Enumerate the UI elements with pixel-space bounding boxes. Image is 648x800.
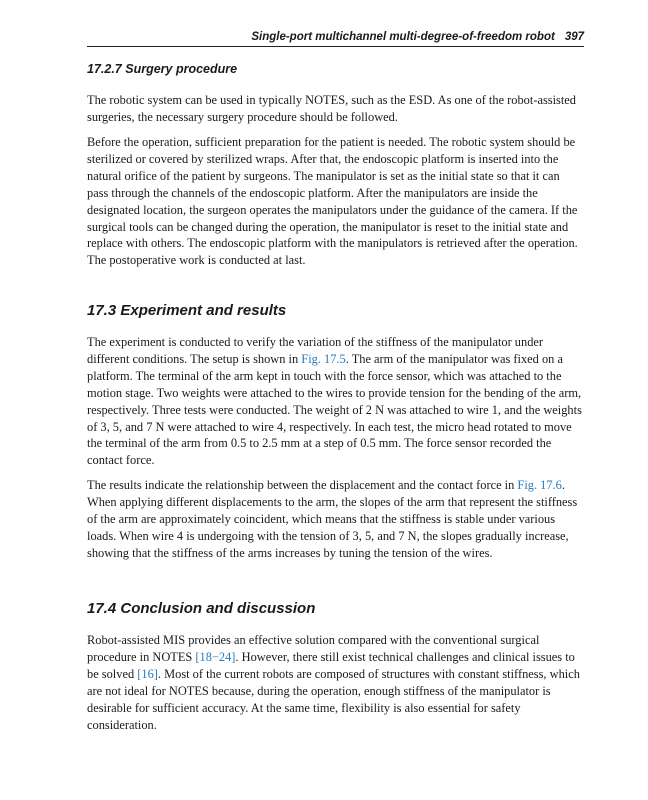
page-number: 397 — [564, 31, 584, 43]
section-title-experiment-results: 17.3 Experiment and results — [87, 302, 287, 319]
figure-link-17-5[interactable]: Fig. 17.5 — [301, 351, 346, 366]
paragraph-experiment-setup — [87, 334, 584, 469]
text-segment: Robot-assisted MIS provides an effective solution compared with the conventional surgical procedure in NOTES — [87, 633, 540, 664]
paragraph-surgery-procedure: Before the operation, sufficient preparation for the patient is needed. The robotic system should be sterilized or covered by sterilized wraps. After that, the endoscopic platform is inserted into the natural orifice of the patient by surgeons. The manipulator is set as the initial state so that it can pass through the channels of the endoscopic platform. After the manipulators are inside the designated location, the surgeon operates the manipulators under the guidance of the camera. If the surgical tools can be changed during the operation, the manipulator is reset to the initial state and replace with others. The endoscopic platform with the manipulators is retrieved after the operation. The postoperative work is conducted at last. — [87, 135, 578, 268]
text-segment: . The arm of the manipulator was fixed on a platform. The terminal of the arm kept in touch with the force sensor, which was attached to the motion stage. Two weights were attached to the wires to provide tension for the bending of the arm, respectively. Three tests were conducted. The weight of 2 N was attached to wire 1, and the weights of 3, 5, and 7 N were attached to wire 4, respectively. In each test, the micro head rotated to move the terminal of the arm from 0.5 to 2.5 mm at a step of 0.5 mm. The force sensor recorded the contact force. — [87, 351, 582, 468]
section-title-conclusion-discussion: 17.4 Conclusion and discussion — [87, 600, 316, 617]
text-segment: The experiment is conducted to verify the variation of the stiffness of the manipulator under different conditions. The setup is shown in — [87, 335, 544, 366]
paragraph-surgery-intro: The robotic system can be used in typically NOTES, such as the ESD. As one of the robot-assisted surgeries, the necessary surgery procedure should be followed. — [87, 93, 576, 124]
citation-link-18-24[interactable]: [18−24] — [195, 649, 236, 664]
text-segment: . Most of the current robots are composed of structures with constant stiffness, which are not ideal for NOTES because, during the operation, enough stiffness of the manipulator is desirable for sufficient accuracy. At the same time, flexibility is also essential for safety consideration. — [87, 666, 580, 732]
running-head — [87, 31, 584, 47]
running-title: Single-port multichannel multi-degree-of-freedom robot — [251, 31, 555, 43]
text-segment: The results indicate the relationship between the displacement and the contact force in — [87, 478, 518, 492]
citation-link-16[interactable]: [16] — [137, 666, 158, 681]
text-segment: . When applying different displacements to the arm, the slopes of the arm that represent the stiffness of the arm are approximately coincident, which means that the stiffness is stable under various loads. When wire 4 is undergoing with the tension of 3, 5, and 7 N, the slopes gradually increase, showing that the stiffness of the arms increases by tuning the tension of the wires. — [87, 478, 578, 560]
subsection-title-surgery-procedure: 17.2.7 Surgery procedure — [87, 62, 238, 76]
text-segment: . However, there still exist technical challenges and clinical issues to be solved — [87, 649, 575, 681]
figure-link-17-6[interactable]: Fig. 17.6 — [517, 478, 562, 492]
paragraph-conclusion — [87, 632, 584, 733]
paragraph-experiment-results — [87, 477, 584, 562]
